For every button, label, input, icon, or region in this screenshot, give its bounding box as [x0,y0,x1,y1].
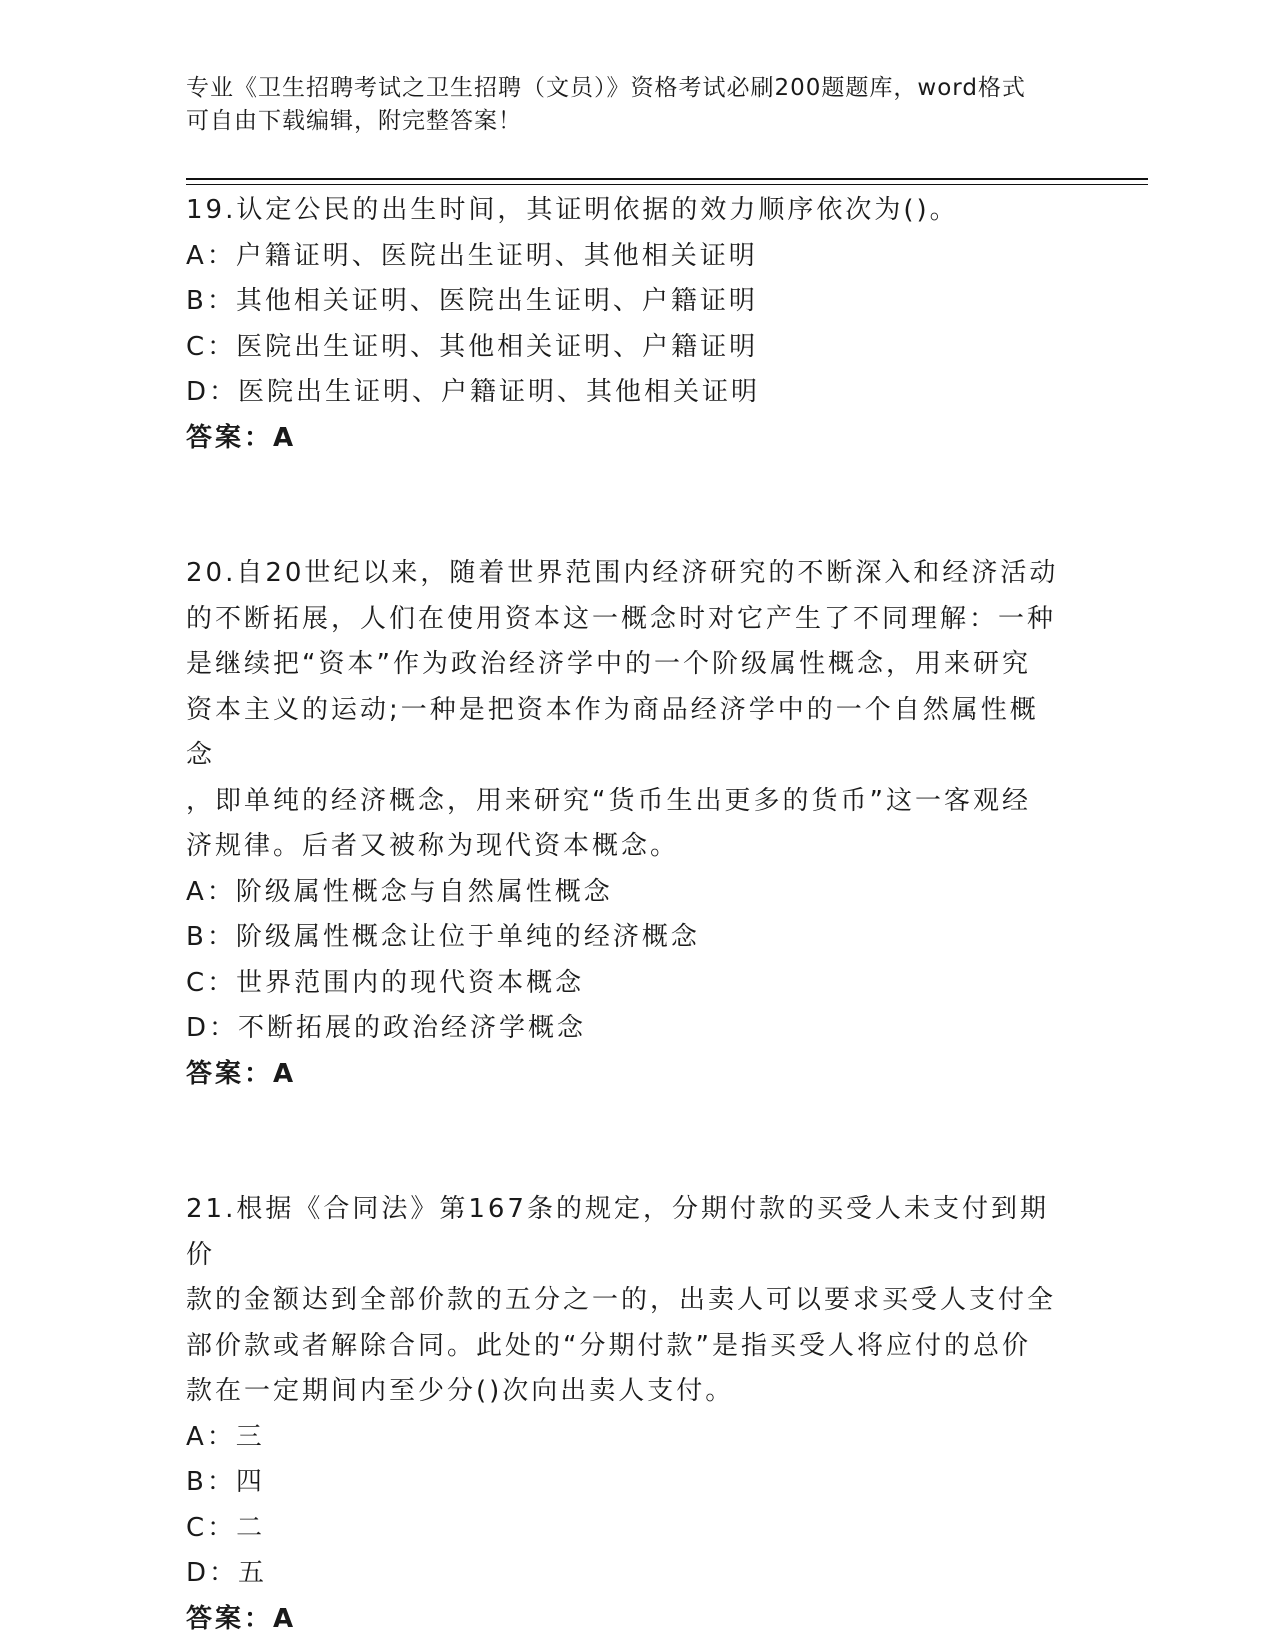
option-c: C：二 [186,1512,266,1543]
question-stem-line: ，即单纯的经济概念，用来研究“货币生出更多的货币”这一客观经 [186,785,1031,816]
question-stem-line: 资本主义的运动;一种是把资本作为商品经济学中的一个自然属性概念 [186,694,1039,770]
question-stem-line: 21.根据《合同法》第167条的规定，分期付款的买受人未支付到期价 [186,1194,1049,1270]
question-stem-line: 的不断拓展，人们在使用资本这一概念时对它产生了不同理解：一种 [186,603,1057,634]
answer-line: 答案：A [186,422,297,453]
header-title-line-2: 可自由下载编辑，附完整答案！ [186,108,522,134]
question-list [186,188,1066,1642]
question-stem-line: 济规律。后者又被称为现代资本概念。 [186,831,680,861]
question-stem-line: 19.认定公民的出生时间，其证明依据的效力顺序依次为()。 [186,195,959,225]
option-a: A：户籍证明、医院出生证明、其他相关证明 [186,240,758,271]
document-header [186,72,1066,138]
answer-line: 答案：A [186,1603,297,1634]
option-c: C：医院出生证明、其他相关证明、户籍证明 [186,331,759,362]
question-stem-line: 是继续把“资本”作为政治经济学中的一个阶级属性概念，用来研究 [186,649,1031,679]
option-d: D：不断拓展的政治经济学概念 [186,1013,587,1043]
option-a: A：阶级属性概念与自然属性概念 [186,876,613,907]
option-a: A：三 [186,1421,265,1452]
option-d: D：医院出生证明、户籍证明、其他相关证明 [186,377,761,407]
question-19 [186,188,1066,461]
question-20 [186,551,1066,1097]
option-b: B：阶级属性概念让位于单纯的经济概念 [186,922,700,952]
answer-line: 答案：A [186,1058,297,1089]
question-spacer [186,1097,1066,1187]
question-stem-line: 款在一定期间内至少分()次向出卖人支付。 [186,1376,735,1406]
question-stem-line: 款的金额达到全部价款的五分之一的，出卖人可以要求买受人支付全 [186,1285,1057,1315]
header-title-line-1: 专业《卫生招聘考试之卫生招聘（文员）》资格考试必刷200题题库，word格式 [186,75,1026,101]
option-d: D：五 [186,1558,268,1588]
question-stem-line: 部价款或者解除合同。此处的“分期付款”是指买受人将应付的总价 [186,1330,1031,1361]
question-spacer [186,461,1066,551]
option-b: B：四 [186,1467,265,1497]
option-c: C：世界范围内的现代资本概念 [186,967,585,998]
question-stem-line: 20.自20世纪以来，随着世界范围内经济研究的不断深入和经济活动 [186,558,1059,588]
question-21 [186,1187,1066,1642]
header-divider-thin [186,184,1148,185]
header-divider-thick [186,178,1148,180]
option-b: B：其他相关证明、医院出生证明、户籍证明 [186,286,758,316]
